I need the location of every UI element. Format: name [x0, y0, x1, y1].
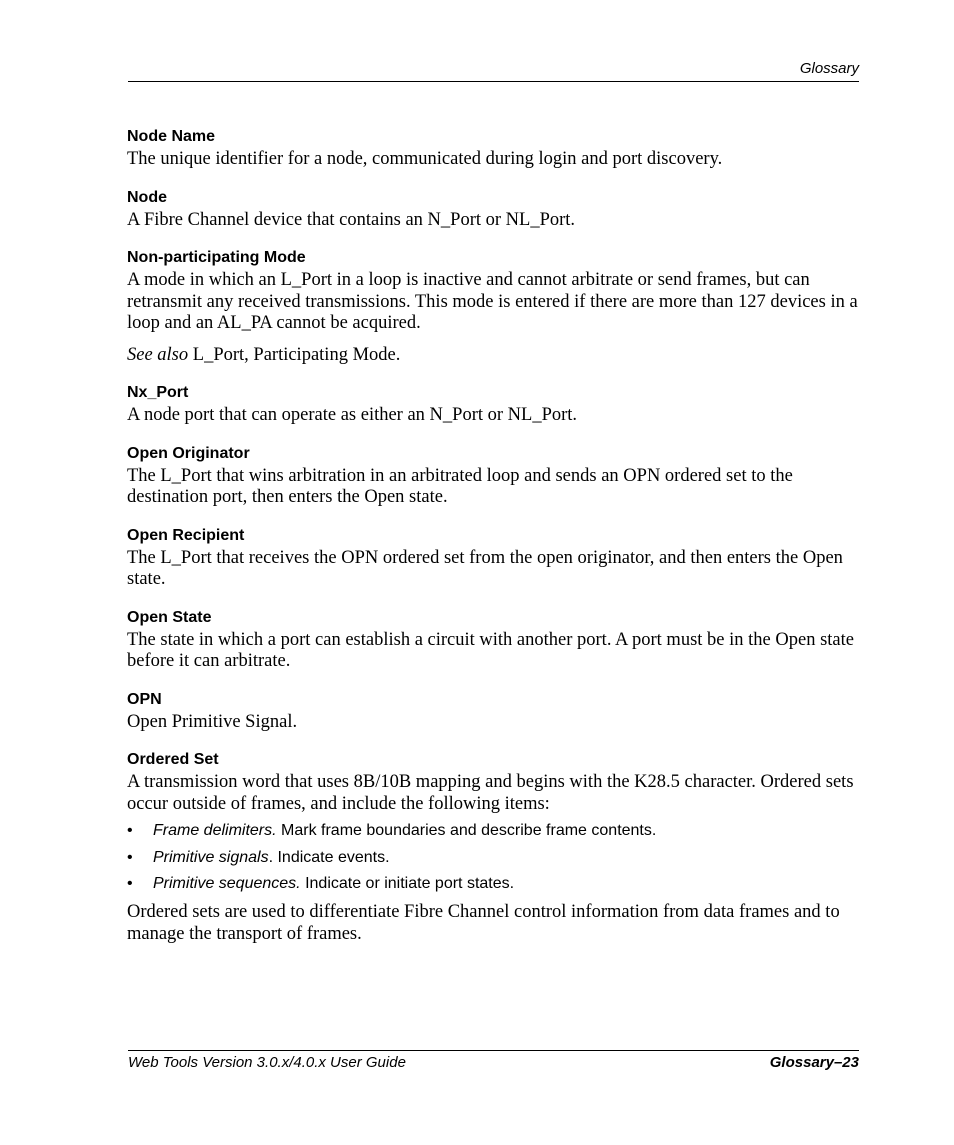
see-also [127, 345, 859, 367]
definition: The unique identifier for a node, communicated during login and port discovery. [127, 149, 723, 169]
term: Node Name [127, 128, 216, 145]
glossary-entry-opn [127, 690, 859, 734]
list-item [127, 874, 859, 894]
definition: A node port that can operate as either an N_Port or NL_Port. [127, 405, 578, 425]
definition: The state in which a port can establish a circuit with another port. A port must be in the Open state before it can arbitrate. [127, 629, 854, 671]
glossary-entry-node-name [127, 127, 859, 171]
list-item [127, 821, 859, 841]
term: Nx_Port [127, 384, 189, 401]
footer-doc-title: Web Tools Version 3.0.x/4.0.x User Guide [128, 1054, 406, 1071]
see-also-text: L_Port, Participating Mode. [188, 344, 401, 365]
definition: A transmission word that uses 8B/10B mapping and begins with the K28.5 character. Ordered sets occur outside of frames, and include the following items: [127, 772, 854, 814]
glossary-entry-non-participating-mode [127, 248, 859, 366]
footer-rule [128, 1050, 859, 1051]
item-text: Mark frame boundaries and describe frame contents. [276, 822, 657, 839]
term: OPN [127, 690, 162, 708]
running-header: Glossary [799, 60, 859, 77]
glossary-entry-nx-port [127, 383, 859, 427]
item-text: Indicate or initiate port states. [300, 875, 515, 892]
definition: A mode in which an L_Port in a loop is inactive and cannot arbitrate or send frames, but can retransmit any received transmissions. This mode is entered if there are more than 127 devices in a loop and an AL_PA cannot be acquired. [127, 270, 858, 333]
term: Ordered Set [127, 751, 219, 768]
term: Open Recipient [127, 526, 245, 544]
term: Non-participating Mode [127, 249, 306, 266]
term: Open Originator [127, 444, 250, 462]
glossary-entry-node [127, 188, 859, 232]
definition: Open Primitive Signal. [127, 711, 298, 732]
definition: The L_Port that wins arbitration in an arbitrated loop and sends an OPN ordered set to the destination port, then enters the Open state. [127, 465, 793, 507]
definition: A Fibre Channel device that contains an N_Port or NL_Port. [127, 209, 576, 230]
bullet-icon: • [127, 848, 133, 866]
glossary-content [127, 127, 859, 962]
glossary-entry-open-recipient [127, 526, 859, 591]
list-item [127, 848, 859, 868]
footer-page-number: Glossary–23 [769, 1054, 859, 1071]
header-rule [128, 81, 859, 82]
glossary-entry-open-state [127, 608, 859, 673]
see-also-prefix: See also [127, 344, 189, 365]
item-label: Frame delimiters. [153, 822, 277, 839]
bullet-icon: • [127, 822, 133, 839]
ordered-set-items [127, 821, 859, 894]
term: Open State [127, 608, 212, 626]
item-label: Primitive signals [153, 848, 269, 866]
glossary-entry-ordered-set [127, 750, 859, 945]
closing-paragraph: Ordered sets are used to differentiate Fibre Channel control information from data frames and to manage the transport of frames. [127, 902, 840, 944]
term: Node [127, 188, 167, 206]
definition: The L_Port that receives the OPN ordered set from the open originator, and then enters the Open state. [127, 547, 843, 589]
bullet-icon: • [127, 875, 133, 892]
glossary-entry-open-originator [127, 444, 859, 509]
item-text: . Indicate events. [268, 848, 390, 866]
item-label: Primitive sequences. [153, 875, 301, 892]
